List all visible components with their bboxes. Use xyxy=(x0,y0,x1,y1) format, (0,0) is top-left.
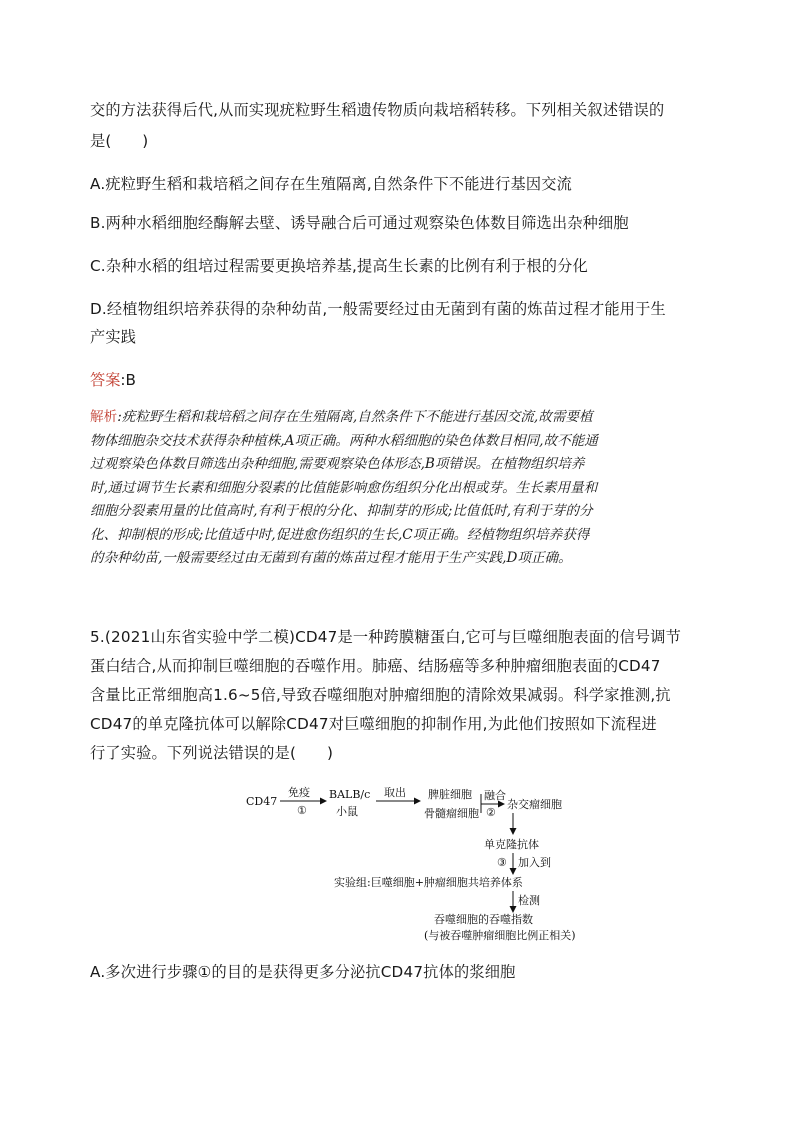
q5-option-a: A.多次进行步骤①的目的是获得更多分泌抗CD47抗体的浆细胞 xyxy=(90,963,516,981)
phagocytic-index: 吞噬细胞的吞噬指数 xyxy=(434,913,533,926)
explanation-line: 解析:疣粒野生稻和栽培稻之间存在生殖隔离,自然条件下不能进行基因交流,故需要植 xyxy=(90,409,593,425)
spleen-cells: 脾脏细胞 xyxy=(428,788,472,801)
q4-option-c: C.杂种水稻的组培过程需要更换培养基,提高生长素的比例有利于根的分化 xyxy=(90,257,588,275)
answer-label: 答案 xyxy=(90,371,121,389)
add-to-label: 加入到 xyxy=(518,856,551,869)
fuse-label: 融合 xyxy=(484,789,506,802)
mouse-line1: BALB/c xyxy=(329,788,371,801)
explanation-line: 的杂种幼苗,一般需要经过由无菌到有菌的炼苗过程才能用于生产实践,D项正确。 xyxy=(90,550,572,566)
hybridoma-cells: 杂交瘤细胞 xyxy=(507,798,562,811)
explanation-line: 过观察染色体数目筛选出杂种细胞,需要观察染色体形态,B项错误。在植物组织培养 xyxy=(90,456,585,472)
experimental-group: 实验组:巨噬细胞+肿瘤细胞共培养体系 xyxy=(334,876,523,889)
q4-option-d-line-1: D.经植物组织培养获得的杂种幼苗,一般需要经过由无菌到有菌的炼苗过程才能用于生 xyxy=(90,300,666,318)
mouse-line2: 小鼠 xyxy=(336,805,358,818)
step3-number: ③ xyxy=(497,856,507,869)
explanation-label: 解析 xyxy=(90,409,118,425)
index-note: (与被吞噬肿瘤细胞比例正相关) xyxy=(424,929,576,942)
explanation-line: 细胞分裂素用量的比值高时,有利于根的分化、抑制芽的形成;比值低时,有利于芽的分 xyxy=(90,503,593,519)
q4-answer xyxy=(90,366,706,394)
cd47-label: CD47 xyxy=(246,795,278,808)
q5-stem-line: 行了实验。下列说法错误的是( ) xyxy=(90,744,334,762)
q4-option-a: A.疣粒野生稻和栽培稻之间存在生殖隔离,自然条件下不能进行基因交流 xyxy=(90,175,573,193)
step1-number: ① xyxy=(297,804,307,817)
answer-value: :B xyxy=(120,371,136,389)
q5-stem-line: CD47的单克隆抗体可以解除CD47对巨噬细胞的抑制作用,为此他们按照如下流程进 xyxy=(90,715,657,733)
explanation-line: 化、抑制根的形成;比值适中时,促进愈伤组织的生长,C项正确。经植物组织培养获得 xyxy=(90,526,590,543)
q4-stem-line-1: 交的方法获得后代,从而实现疣粒野生稻遗传物质向栽培稻转移。下列相关叙述错误的 xyxy=(90,101,665,119)
q5-stem-line: 5.(2021山东省实验中学二模)CD47是一种跨膜糖蛋白,它可与巨噬细胞表面的信号调节 xyxy=(90,628,682,646)
step2-number: ② xyxy=(486,806,496,819)
q5-stem xyxy=(90,623,706,768)
myeloma-cells: 骨髓瘤细胞 xyxy=(424,807,479,820)
q5-stem-line: 含量比正常细胞高1.6~5倍,导致吞噬细胞对肿瘤细胞的清除效果减弱。科学家推测,抗 xyxy=(90,686,671,704)
step1-label: 免疫 xyxy=(288,786,310,799)
q4-explanation xyxy=(90,406,706,571)
q4-stem-line-2: 是( ) xyxy=(90,132,149,150)
monoclonal-antibody-flowchart xyxy=(240,782,580,947)
q4-option-d-line-2: 产实践 xyxy=(90,328,137,346)
explanation-line: 物体细胞杂交技术获得杂种植株,A项正确。两种水稻细胞的染色体数目相同,故不能通 xyxy=(90,432,598,449)
q5-stem-line: 蛋白结合,从而抑制巨噬细胞的吞噬作用。肺癌、结肠癌等多种肿瘤细胞表面的CD47 xyxy=(90,657,661,675)
detect-label: 检测 xyxy=(518,894,540,907)
explanation-line: 时,通过调节生长素和细胞分裂素的比值能影响愈伤组织分化出根或芽。生长素用量和 xyxy=(90,479,598,496)
monoclonal-antibody: 单克隆抗体 xyxy=(484,838,539,851)
q4-option-b: B.两种水稻细胞经酶解去壁、诱导融合后可通过观察染色体数目筛选出杂种细胞 xyxy=(90,214,629,232)
take-out-label: 取出 xyxy=(384,786,406,799)
